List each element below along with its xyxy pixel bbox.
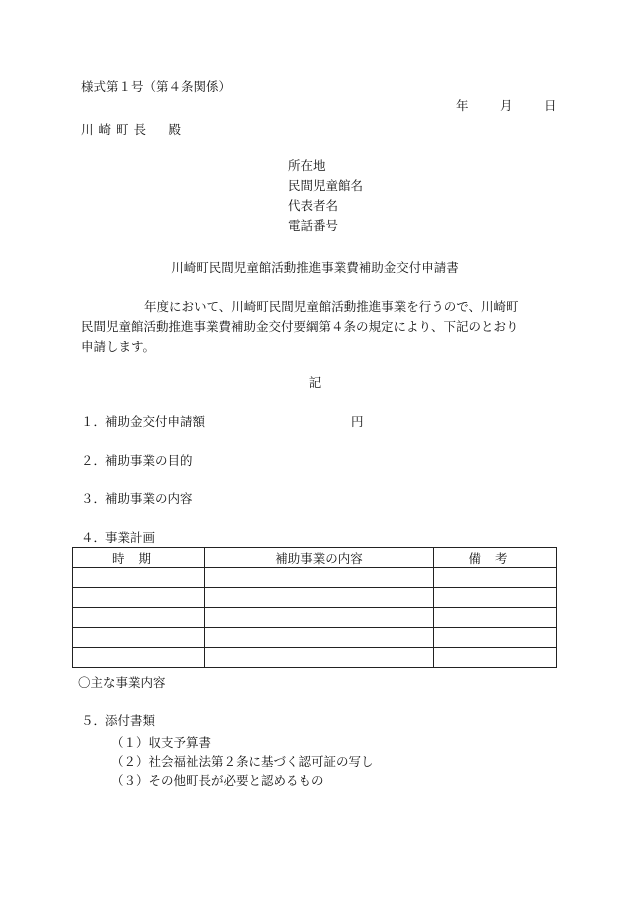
col-remarks: 備考 xyxy=(434,548,557,568)
attachment-other: （３）その他町長が必要と認めるもの xyxy=(111,773,324,788)
table-cell[interactable] xyxy=(205,628,434,648)
item-plan xyxy=(81,532,155,545)
form-number: 様式第１号（第４条関係） xyxy=(81,79,232,94)
main-content-label: 〇主な事業内容 xyxy=(78,675,166,690)
table-cell[interactable] xyxy=(205,648,434,668)
date-year-label: 年 xyxy=(456,98,469,113)
table-cell[interactable] xyxy=(73,588,205,608)
table-cell[interactable] xyxy=(73,648,205,668)
table-cell[interactable] xyxy=(434,568,557,588)
address-label: 所在地 xyxy=(288,158,326,173)
body-line-1: 年度において、川崎町民間児童館活動推進事業を行うので、川崎町 xyxy=(144,299,519,314)
col-content: 補助事業の内容 xyxy=(205,548,434,568)
table-cell[interactable] xyxy=(434,608,557,628)
addressee: 川崎町長 殿 xyxy=(81,122,187,137)
table-cell[interactable] xyxy=(205,588,434,608)
date-field xyxy=(456,100,557,113)
table-cell[interactable] xyxy=(205,608,434,628)
applicant-block xyxy=(288,160,363,240)
item-number: ３． xyxy=(81,491,107,506)
item-purpose xyxy=(81,455,193,468)
item-attachments xyxy=(81,715,155,728)
attachment-license-copy: （２）社会福祉法第２条に基づく認可証の写し xyxy=(111,754,374,769)
body-paragraph xyxy=(81,297,557,357)
table-cell[interactable] xyxy=(73,608,205,628)
yen-unit: 円 xyxy=(351,414,364,429)
item-subsidy-amount xyxy=(81,414,364,429)
item-number: ２． xyxy=(81,453,107,468)
table-cell[interactable] xyxy=(434,628,557,648)
table-cell[interactable] xyxy=(73,568,205,588)
body-line-3: 申請します。 xyxy=(81,339,156,354)
table-row xyxy=(73,608,557,628)
table-row xyxy=(73,588,557,608)
item-label: 添付書類 xyxy=(105,713,156,728)
table-cell[interactable] xyxy=(205,568,434,588)
col-period: 時期 xyxy=(73,548,205,568)
phone-label: 電話番号 xyxy=(288,218,339,233)
item-label: 補助事業の内容 xyxy=(105,491,193,506)
table-cell[interactable] xyxy=(434,648,557,668)
plan-table-header xyxy=(73,548,557,568)
item-number: ４． xyxy=(81,530,107,545)
item-label: 事業計画 xyxy=(105,530,156,545)
date-day-label: 日 xyxy=(544,98,557,113)
item-label: 補助事業の目的 xyxy=(105,453,193,468)
table-row xyxy=(73,628,557,648)
table-cell[interactable] xyxy=(73,628,205,648)
item-content xyxy=(81,493,193,506)
body-line-2: 民間児童館活動推進事業費補助金交付要綱第４条の規定により、下記のとおり xyxy=(81,319,519,334)
item-label: 補助金交付申請額 xyxy=(105,414,206,429)
table-cell[interactable] xyxy=(434,588,557,608)
table-row xyxy=(73,648,557,668)
document-title: 川崎町民間児童館活動推進事業費補助金交付申請書 xyxy=(171,260,459,275)
representative-label: 代表者名 xyxy=(288,198,339,213)
item-number: １． xyxy=(81,414,107,429)
item-number: ５． xyxy=(81,713,107,728)
ki-heading: 記 xyxy=(308,375,322,390)
facility-name-label: 民間児童館名 xyxy=(288,178,364,193)
date-month-label: 月 xyxy=(500,98,513,113)
plan-table xyxy=(72,547,557,668)
attachment-budget: （１）収支予算書 xyxy=(111,735,212,750)
table-row xyxy=(73,568,557,588)
